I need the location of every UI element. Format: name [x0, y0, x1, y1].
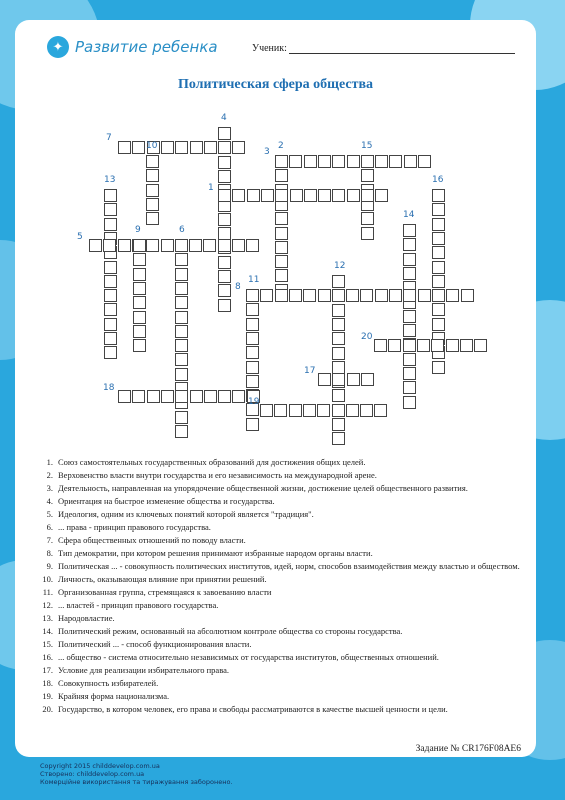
crossword-cell[interactable] — [417, 339, 430, 352]
crossword-cell[interactable] — [432, 261, 445, 274]
crossword-cell[interactable] — [403, 267, 416, 280]
crossword-cell[interactable] — [361, 373, 374, 386]
crossword-cell[interactable] — [360, 289, 373, 302]
crossword-cell[interactable] — [232, 390, 245, 403]
crossword-cell[interactable] — [232, 239, 245, 252]
crossword-cell[interactable] — [275, 155, 288, 168]
clue-text: Организованная группа, стремящаяся к завоеванию власти — [58, 587, 272, 597]
clue-item — [33, 638, 523, 651]
crossword-cell[interactable] — [133, 339, 146, 352]
clue-item — [33, 547, 523, 560]
clue-number: 5. — [46, 509, 53, 519]
brand-name: Развитие ребенка — [75, 38, 218, 56]
crossword-cell[interactable] — [161, 141, 174, 154]
crossword-cell[interactable] — [274, 404, 287, 417]
crossword-cell[interactable] — [104, 318, 117, 331]
crossword-cell[interactable] — [418, 155, 431, 168]
crossword-cell[interactable] — [346, 404, 359, 417]
crossword-cell[interactable] — [403, 396, 416, 409]
crossword-cell[interactable] — [89, 239, 102, 252]
crossword-cell[interactable] — [432, 318, 445, 331]
crossword-cell[interactable] — [446, 339, 459, 352]
crossword-cell[interactable] — [246, 289, 259, 302]
crossword-cell[interactable] — [104, 289, 117, 302]
star-icon: ✦ — [47, 36, 69, 58]
clue-text: Народовластие. — [58, 613, 115, 623]
crossword-cell[interactable] — [218, 299, 231, 312]
crossword-grid — [15, 20, 536, 460]
crossword-cell[interactable] — [104, 189, 117, 202]
crossword-cell[interactable] — [218, 390, 231, 403]
clue-number: 8. — [46, 548, 53, 558]
clue-number-label: 14 — [403, 210, 415, 220]
crossword-cell[interactable] — [432, 289, 445, 302]
crossword-cell[interactable] — [275, 255, 288, 268]
crossword-cell[interactable] — [104, 275, 117, 288]
crossword-cell[interactable] — [146, 212, 159, 225]
crossword-cell[interactable] — [374, 404, 387, 417]
crossword-cell[interactable] — [289, 155, 302, 168]
clue-item — [33, 677, 523, 690]
crossword-cell[interactable] — [246, 332, 259, 345]
crossword-cell[interactable] — [446, 289, 459, 302]
clue-item — [33, 482, 523, 495]
crossword-cell[interactable] — [389, 155, 402, 168]
worksheet — [15, 20, 536, 757]
crossword-cell[interactable] — [146, 169, 159, 182]
clue-number: 12. — [42, 600, 53, 610]
crossword-cell[interactable] — [175, 268, 188, 281]
clue-number: 20. — [42, 704, 53, 714]
clue-number: 18. — [42, 678, 53, 688]
clue-number: 16. — [42, 652, 53, 662]
clue-text: Государство, в котором человек, его права и свободы рассматриваются в качестве высшей ценности и цели. — [58, 704, 448, 714]
crossword-cell[interactable] — [361, 169, 374, 182]
crossword-cell[interactable] — [275, 212, 288, 225]
crossword-cell[interactable] — [275, 169, 288, 182]
crossword-cell[interactable] — [431, 339, 444, 352]
crossword-cell[interactable] — [146, 184, 159, 197]
crossword-cell[interactable] — [104, 203, 117, 216]
crossword-cell[interactable] — [246, 303, 259, 316]
clue-number-label: 12 — [334, 261, 346, 271]
clue-text: Верховенство власти внутри государства и его независимость на международной арене. — [58, 470, 377, 480]
clue-text: Совокупность избирателей. — [58, 678, 159, 688]
crossword-cell[interactable] — [104, 261, 117, 274]
crossword-cell[interactable] — [146, 155, 159, 168]
crossword-cell[interactable] — [403, 324, 416, 337]
clue-item — [33, 664, 523, 677]
crossword-cell[interactable] — [275, 269, 288, 282]
crossword-cell[interactable] — [232, 141, 245, 154]
crossword-cell[interactable] — [175, 353, 188, 366]
crossword-cell[interactable] — [347, 373, 360, 386]
clue-item — [33, 495, 523, 508]
crossword-cell[interactable] — [418, 289, 431, 302]
crossword-cell[interactable] — [118, 239, 131, 252]
crossword-cell[interactable] — [347, 189, 360, 202]
crossword-cell[interactable] — [175, 311, 188, 324]
clue-number: 2. — [46, 470, 53, 480]
clue-number: 1. — [46, 457, 53, 467]
crossword-cell[interactable] — [260, 289, 273, 302]
clue-number-label: 3 — [264, 147, 270, 157]
crossword-cell[interactable] — [218, 284, 231, 297]
crossword-cell[interactable] — [346, 289, 359, 302]
clue-text: Сфера общественных отношений по поводу власти. — [58, 535, 246, 545]
clue-number: 6. — [46, 522, 53, 532]
crossword-cell[interactable] — [132, 141, 145, 154]
crossword-cell[interactable] — [332, 304, 345, 317]
crossword-cell[interactable] — [175, 411, 188, 424]
crossword-cell[interactable] — [403, 289, 416, 302]
crossword-cell[interactable] — [246, 375, 259, 388]
clue-item — [33, 521, 523, 534]
crossword-cell[interactable] — [133, 311, 146, 324]
crossword-cell[interactable] — [218, 239, 231, 252]
crossword-cell[interactable] — [175, 253, 188, 266]
crossword-cell[interactable] — [118, 141, 131, 154]
clue-text: Политическая ... - совокупность политических институтов, идей, норм, способов взаимодействия между властью и обществом. — [58, 561, 520, 571]
crossword-cell[interactable] — [133, 268, 146, 281]
crossword-cell[interactable] — [375, 189, 388, 202]
crossword-cell[interactable] — [474, 339, 487, 352]
page-title: Политическая сфера общества — [177, 77, 374, 92]
clue-number: 4. — [46, 496, 53, 506]
clue-number: 15. — [42, 639, 53, 649]
crossword-cell[interactable] — [146, 239, 159, 252]
crossword-cell[interactable] — [403, 238, 416, 251]
crossword-cell[interactable] — [403, 353, 416, 366]
crossword-cell[interactable] — [133, 325, 146, 338]
crossword-cell[interactable] — [461, 289, 474, 302]
crossword-cell[interactable] — [375, 289, 388, 302]
crossword-cell[interactable] — [132, 390, 145, 403]
crossword-cell[interactable] — [175, 390, 188, 403]
clue-number: 14. — [42, 626, 53, 636]
crossword-cell[interactable] — [246, 318, 259, 331]
crossword-cell[interactable] — [432, 203, 445, 216]
crossword-cell[interactable] — [175, 282, 188, 295]
crossword-cell[interactable] — [218, 127, 231, 140]
created-by: Створено: childdevelop.com.ua — [40, 770, 145, 778]
crossword-cell[interactable] — [218, 189, 231, 202]
crossword-cell[interactable] — [432, 246, 445, 259]
crossword-cell[interactable] — [403, 381, 416, 394]
crossword-cell[interactable] — [175, 141, 188, 154]
clue-number: 19. — [42, 691, 53, 701]
crossword-cell[interactable] — [146, 198, 159, 211]
crossword-cell[interactable] — [190, 390, 203, 403]
crossword-cell[interactable] — [361, 189, 374, 202]
crossword-cell[interactable] — [304, 155, 317, 168]
crossword-cell[interactable] — [432, 218, 445, 231]
crossword-cell[interactable] — [432, 361, 445, 374]
student-label: Ученик: — [252, 43, 287, 54]
crossword-cell[interactable] — [175, 325, 188, 338]
crossword-cell[interactable] — [246, 418, 259, 431]
clue-number: 3. — [46, 483, 53, 493]
crossword-cell[interactable] — [133, 239, 146, 252]
clue-item — [33, 612, 523, 625]
crossword-cell[interactable] — [204, 141, 217, 154]
crossword-cell[interactable] — [318, 189, 331, 202]
crossword-cell[interactable] — [118, 390, 131, 403]
crossword-cell[interactable] — [104, 303, 117, 316]
crossword-cell[interactable] — [460, 339, 473, 352]
crossword-cell[interactable] — [261, 189, 274, 202]
clue-item — [33, 586, 523, 599]
crossword-cell[interactable] — [161, 239, 174, 252]
crossword-cell[interactable] — [175, 425, 188, 438]
crossword-cell[interactable] — [289, 404, 302, 417]
clue-number-label: 11 — [248, 275, 260, 285]
clue-text: ... общество - система относительно независимых от государства институтов, общественных отношений. — [58, 652, 439, 662]
clue-item — [33, 703, 523, 716]
clue-item — [33, 573, 523, 586]
crossword-cell[interactable] — [133, 282, 146, 295]
crossword-cell[interactable] — [361, 227, 374, 240]
crossword-cell[interactable] — [332, 373, 345, 386]
clue-number-label: 15 — [361, 141, 373, 151]
crossword-cell[interactable] — [218, 270, 231, 283]
crossword-cell[interactable] — [403, 339, 416, 352]
crossword-cell[interactable] — [432, 303, 445, 316]
crossword-cell[interactable] — [304, 189, 317, 202]
crossword-cell[interactable] — [246, 346, 259, 359]
crossword-cell[interactable] — [361, 212, 374, 225]
clue-number: 11. — [42, 587, 53, 597]
crossword-cell[interactable] — [218, 141, 231, 154]
clue-number-label: 9 — [135, 225, 141, 235]
clue-number-label: 5 — [77, 232, 83, 242]
crossword-cell[interactable] — [204, 390, 217, 403]
crossword-cell[interactable] — [104, 346, 117, 359]
crossword-cell[interactable] — [175, 368, 188, 381]
clue-number-label: 20 — [361, 332, 373, 342]
clue-list — [33, 456, 523, 716]
crossword-cell[interactable] — [133, 296, 146, 309]
clue-item — [33, 560, 523, 573]
crossword-cell[interactable] — [332, 404, 345, 417]
crossword-cell[interactable] — [389, 289, 402, 302]
crossword-cell[interactable] — [275, 241, 288, 254]
clue-text: Идеология, одним из ключевых понятий которой является "традиция". — [58, 509, 314, 519]
crossword-cell[interactable] — [303, 404, 316, 417]
clue-number-label: 18 — [103, 383, 115, 393]
clue-text: Тип демократии, при котором решения принимают избранные народом органы власти. — [58, 548, 373, 558]
clue-number: 17. — [42, 665, 53, 675]
crossword-cell[interactable] — [318, 373, 331, 386]
crossword-cell[interactable] — [175, 296, 188, 309]
crossword-cell[interactable] — [347, 155, 360, 168]
clue-number-label: 19 — [248, 397, 260, 407]
clue-number: 9. — [46, 561, 53, 571]
crossword-cell[interactable] — [332, 155, 345, 168]
crossword-cell[interactable] — [147, 390, 160, 403]
crossword-cell[interactable] — [403, 224, 416, 237]
clue-item — [33, 651, 523, 664]
crossword-cell[interactable] — [218, 256, 231, 269]
crossword-cell[interactable] — [317, 404, 330, 417]
clue-item — [33, 508, 523, 521]
clue-text: Политический ... - способ функционирования власти. — [58, 639, 252, 649]
clue-number-label: 7 — [106, 133, 112, 143]
clue-text: Политический режим, основанный на абсолютном контроле общества со стороны государства. — [58, 626, 403, 636]
crossword-cell[interactable] — [388, 339, 401, 352]
crossword-cell[interactable] — [332, 318, 345, 331]
footer — [40, 762, 233, 786]
clue-text: Условие для реализации избирательного права. — [58, 665, 229, 675]
crossword-cell[interactable] — [332, 432, 345, 445]
crossword-cell[interactable] — [374, 339, 387, 352]
clue-item — [33, 469, 523, 482]
crossword-cell[interactable] — [432, 189, 445, 202]
clue-item — [33, 690, 523, 703]
clue-number-label: 4 — [221, 113, 227, 123]
crossword-cell[interactable] — [232, 189, 245, 202]
crossword-cell[interactable] — [432, 232, 445, 245]
crossword-cell[interactable] — [332, 418, 345, 431]
crossword-cell[interactable] — [375, 155, 388, 168]
crossword-cell[interactable] — [290, 189, 303, 202]
task-id: Задание № CR176F08AE6 — [415, 744, 521, 754]
clue-text: ... властей - принцип правового государства. — [58, 600, 219, 610]
crossword-cell[interactable] — [218, 170, 231, 183]
clue-item — [33, 599, 523, 612]
crossword-cell[interactable] — [218, 156, 231, 169]
crossword-cell[interactable] — [175, 239, 188, 252]
crossword-cell[interactable] — [103, 239, 116, 252]
clue-text: Личность, оказывающая влияние при принятии решений. — [58, 574, 267, 584]
crossword-cell[interactable] — [404, 155, 417, 168]
copyright: Copyright 2015 childdevelop.com.ua — [40, 762, 160, 770]
crossword-cell[interactable] — [303, 289, 316, 302]
crossword-cell[interactable] — [246, 239, 259, 252]
crossword-cell[interactable] — [332, 332, 345, 345]
crossword-cell[interactable] — [218, 213, 231, 226]
crossword-cell[interactable] — [432, 275, 445, 288]
clue-text: Крайняя форма национализма. — [58, 691, 170, 701]
clue-number-label: 1 — [208, 183, 214, 193]
crossword-cell[interactable] — [104, 332, 117, 345]
clue-item — [33, 534, 523, 547]
clue-text: Союз самостоятельных государственных образований для достижения общих целей. — [58, 457, 366, 467]
crossword-cell[interactable] — [332, 189, 345, 202]
clue-number: 13. — [42, 613, 53, 623]
crossword-cell[interactable] — [403, 310, 416, 323]
clue-text: ... права - принцип правового государства. — [58, 522, 211, 532]
crossword-cell[interactable] — [360, 404, 373, 417]
crossword-cell[interactable] — [247, 189, 260, 202]
crossword-cell[interactable] — [318, 155, 331, 168]
crossword-cell[interactable] — [332, 289, 345, 302]
crossword-cell[interactable] — [289, 289, 302, 302]
crossword-cell[interactable] — [189, 239, 202, 252]
crossword-cell[interactable] — [275, 289, 288, 302]
clue-number-label: 8 — [235, 282, 241, 292]
crossword-cell[interactable] — [361, 155, 374, 168]
crossword-cell[interactable] — [403, 367, 416, 380]
crossword-cell[interactable] — [104, 218, 117, 231]
crossword-cell[interactable] — [203, 239, 216, 252]
crossword-cell[interactable] — [161, 390, 174, 403]
clue-text: Деятельность, направленная на упорядочение общественной жизни, достижение целей общественного развития. — [58, 483, 468, 493]
clue-number-label: 10 — [146, 141, 158, 151]
clue-number-label: 17 — [304, 366, 316, 376]
clue-number-label: 2 — [278, 141, 284, 151]
crossword-cell[interactable] — [246, 361, 259, 374]
crossword-cell[interactable] — [332, 389, 345, 402]
crossword-cell[interactable] — [190, 141, 203, 154]
crossword-cell[interactable] — [275, 227, 288, 240]
clue-text: Ориентация на быстрое изменение общества и государства. — [58, 496, 275, 506]
clue-number-label: 13 — [104, 175, 116, 185]
clue-number-label: 6 — [179, 225, 185, 235]
crossword-cell[interactable] — [332, 347, 345, 360]
crossword-cell[interactable] — [260, 404, 273, 417]
crossword-cell[interactable] — [332, 275, 345, 288]
clue-number-label: 16 — [432, 175, 444, 185]
clue-item — [33, 456, 523, 469]
crossword-cell[interactable] — [403, 253, 416, 266]
crossword-cell[interactable] — [318, 289, 331, 302]
crossword-cell[interactable] — [175, 339, 188, 352]
usage-notice: Комерційне використання та тиражування заборонено. — [40, 778, 233, 786]
clue-item — [33, 625, 523, 638]
crossword-cell[interactable] — [275, 189, 288, 202]
clue-number: 7. — [46, 535, 53, 545]
clue-number: 10. — [42, 574, 53, 584]
crossword-cell[interactable] — [133, 253, 146, 266]
